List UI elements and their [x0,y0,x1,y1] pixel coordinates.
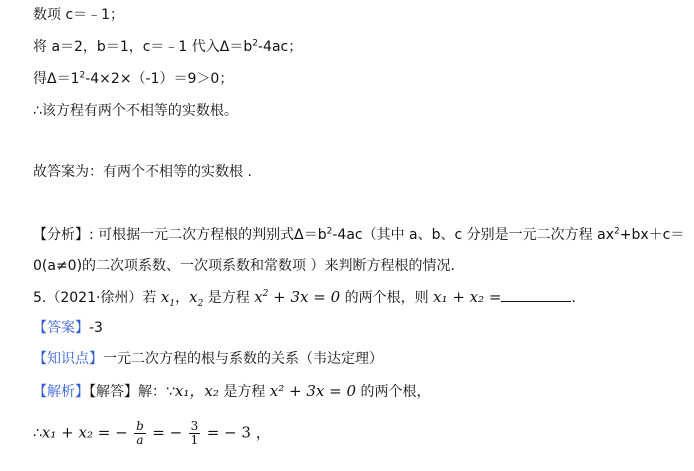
line-substitute-rest: -4ac； [257,39,303,55]
analysis-sup-1: 2 [326,226,333,237]
answer-label: 【答案】 [33,320,89,336]
question-5-prefix: 5.（2021·徐州）若 [33,290,157,306]
fraction-b-over-a: $\frac{b}{a}$ [136,419,144,447]
answer-value: -3 [89,320,103,336]
analysis-text-2: -4ac（其中 a、b、c 分别是一元二次方程 ax [332,227,614,243]
question-5 [33,287,576,308]
analysis-sup-2: 2 [614,226,620,237]
answer-blank [501,287,571,302]
analysis-mid: 是方程 [223,384,266,400]
question-5-x1: $x_1$ [160,288,176,309]
fraction-3-over-1: $\frac{3}{1}$ [190,419,199,447]
analysis-text-1: 【分析】: 可根据一元二次方程根的判别式Δ＝b [33,227,327,243]
final-result: = − 3 ， [206,423,271,442]
question-5-sum: x₁ + x₂ = [433,288,502,306]
question-5-equation: $x^2 + 3x = 0$ [254,288,341,306]
line-conclusion: ∴该方程有两个不相等的实数根。 [33,103,238,119]
line-substitute-sup: 2 [252,38,258,49]
line-discriminant-text: 得Δ＝1 [33,71,80,87]
analysis-equation: x² + 3x = 0 [269,382,357,400]
analysis-roots: x₁，x₂ [174,382,219,400]
analysis-line [33,381,430,402]
line-analysis-1 [33,225,684,245]
line-discriminant-sup: 2 [79,70,86,81]
analysis-post: 的两个根， [360,384,431,400]
final-sum: x₁ + x₂ = − [41,423,128,442]
line-substitute-text: 将 a＝2，b＝1，c＝﹣1 代入Δ＝b [33,39,253,55]
final-mid: = − [152,423,183,442]
line-substitute [33,37,302,57]
question-5-mid2: 的两个根，则 [344,290,429,306]
line-analysis-2: 0(a≠0)的二次项系数、一次项系数和常数项 ）来判断方程根的情况. [33,258,455,274]
knowledge-label: 【知识点】 [33,351,103,367]
final-line [33,420,271,447]
knowledge-text: 一元二次方程的根与系数的关系（韦达定理） [103,351,383,367]
question-5-x2: $x_2$ [189,288,204,309]
analysis-text-3: +bx＋c＝ [619,227,685,243]
knowledge-line [33,349,383,369]
analysis-label: 【解析】 [33,384,89,400]
line-answer-statement: 故答案为：有两个不相等的实数根 . [33,164,252,180]
line-constant-term: 数项 c＝﹣1； [33,7,125,23]
line-discriminant [33,69,233,89]
question-5-comma: ， [175,290,190,306]
final-therefore: ∴ [33,425,42,442]
question-5-end: . [571,290,576,306]
question-5-mid: 是方程 [207,290,250,306]
line-discriminant-rest: -4×2×（-1）＝9＞0； [85,71,234,87]
answer-line [33,318,103,338]
analysis-text: 【解答】解：∵ [89,384,175,400]
